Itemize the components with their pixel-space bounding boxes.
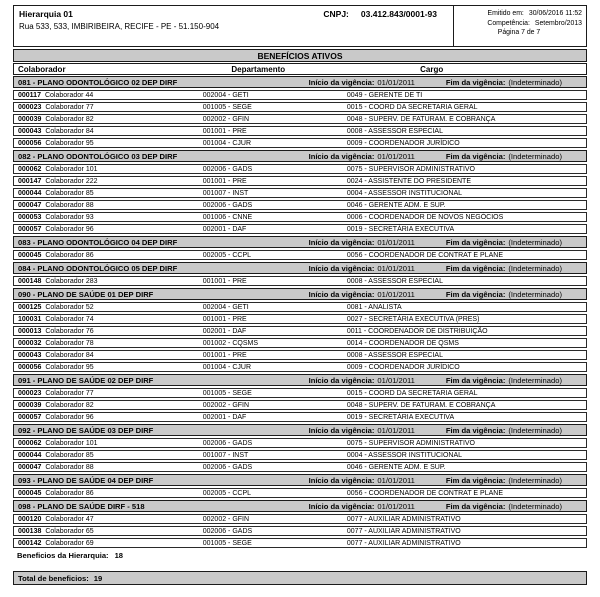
vigencia-end xyxy=(446,151,562,162)
cargo-cell: 0056 - COORDENADOR DE CONTRAT E PLANE xyxy=(346,252,503,259)
cargo-cell: 0008 - ASSESSOR ESPECIAL xyxy=(346,128,443,135)
employee-name: Colaborador 47 xyxy=(45,516,94,523)
cargo-cell: 0081 - ANALISTA xyxy=(346,304,402,311)
vigencia-start-value: 01/01/2011 xyxy=(377,376,415,385)
employee-id: 000047 xyxy=(18,464,42,471)
benefit-group-title: 090 - PLANO DE SAÚDE 01 DEP DIRF xyxy=(18,290,154,299)
cargo-cell: 0015 - COORD DA SECRETARIA GERAL xyxy=(346,104,478,111)
cargo-cell: 0011 - COORDENADOR DE DISTRIBUIÇÃO xyxy=(346,328,488,335)
employee-name: Colaborador 88 xyxy=(45,202,94,209)
benefit-group-rows xyxy=(13,388,587,422)
vigencia-end-label: Fim da vigência: xyxy=(445,78,506,87)
competence-label: Competência: xyxy=(487,19,530,27)
vigencia-end-label: Fim da vigência: xyxy=(445,376,506,385)
vigencia-end-label: Fim da vigência: xyxy=(445,152,506,161)
benefit-group-title: 083 - PLANO ODONTOLÓGICO 04 DEP DIRF xyxy=(18,238,178,247)
employee-id: 000057 xyxy=(18,414,42,421)
cargo-cell: 0004 - ASSESSOR INSTITUCIONAL xyxy=(346,190,463,197)
department-cell: 002006 - GADS xyxy=(202,528,253,535)
vigencia-end-value: (Indeterminado) xyxy=(508,476,562,485)
column-header-colaborador: Colaborador xyxy=(18,65,66,74)
employee-id: 000032 xyxy=(18,340,42,347)
cargo-cell: 0019 - SECRETÁRIA EXECUTIVA xyxy=(346,414,455,421)
benefit-group-rows xyxy=(13,90,587,148)
hierarchy-title: Hierarquia 01 xyxy=(19,9,73,19)
employee-name: Colaborador 95 xyxy=(45,364,94,371)
employee-name: Colaborador 96 xyxy=(45,226,94,233)
employee-cell xyxy=(18,303,94,313)
benefit-group-title: 098 - PLANO DE SAÚDE DIRF - 518 xyxy=(18,502,145,511)
vigencia-start xyxy=(309,289,415,300)
department-cell: 002004 - GETI xyxy=(202,92,249,99)
employee-id: 000044 xyxy=(18,190,42,197)
benefit-row xyxy=(13,164,587,174)
cargo-cell: 0009 - COORDENADOR JURÍDICO xyxy=(346,140,460,147)
vigencia-end xyxy=(446,501,562,512)
cargo-cell: 0048 - SUPERV. DE FATURAM. E COBRANÇA xyxy=(346,116,496,123)
department-cell: 001006 - CNNE xyxy=(202,214,253,221)
benefit-row xyxy=(13,388,587,398)
employee-id: 000056 xyxy=(18,140,42,147)
employee-name: Colaborador 84 xyxy=(45,352,94,359)
employee-name: Colaborador 95 xyxy=(45,140,94,147)
department-cell: 002002 - GFIN xyxy=(202,402,250,409)
employee-id: 000043 xyxy=(18,128,42,135)
employee-name: Colaborador 86 xyxy=(45,490,94,497)
vigencia-start-label: Início da vigência: xyxy=(308,78,375,87)
benefit-group xyxy=(13,150,587,234)
benefit-group-rows xyxy=(13,302,587,372)
benefit-group-rows xyxy=(13,438,587,472)
benefit-group-title: 082 - PLANO ODONTOLÓGICO 03 DEP DIRF xyxy=(18,152,178,161)
employee-cell xyxy=(18,201,94,211)
column-header-departamento: Departamento xyxy=(231,65,286,74)
vigencia-start-label: Início da vigência: xyxy=(308,264,375,273)
cargo-cell: 0014 - COORDENADOR DE QSMS xyxy=(346,340,459,347)
vigencia-start-value: 01/01/2011 xyxy=(377,78,415,87)
vigencia-start xyxy=(309,501,415,512)
employee-id: 000039 xyxy=(18,402,42,409)
column-header-row xyxy=(13,63,587,75)
benefit-group-header xyxy=(13,474,587,486)
benefit-group xyxy=(13,262,587,286)
vigencia-end xyxy=(446,475,562,486)
department-cell: 001001 - PRE xyxy=(202,128,247,135)
benefit-row xyxy=(13,90,587,100)
vigencia-start-label: Início da vigência: xyxy=(308,476,375,485)
benefit-row xyxy=(13,400,587,410)
vigencia-end-value: (Indeterminado) xyxy=(508,264,562,273)
vigencia-end-value: (Indeterminado) xyxy=(508,152,562,161)
benefit-group-header xyxy=(13,424,587,436)
employee-cell xyxy=(18,527,94,537)
benefit-row xyxy=(13,488,587,498)
employee-cell xyxy=(18,165,98,175)
employee-id: 000142 xyxy=(18,540,42,547)
cargo-cell: 0046 - GERENTE ADM. E SUP. xyxy=(346,202,446,209)
department-cell: 001001 - PRE xyxy=(202,178,247,185)
employee-id: 000057 xyxy=(18,226,42,233)
employee-id: 000023 xyxy=(18,104,42,111)
benefit-row xyxy=(13,302,587,312)
cargo-cell: 0024 - ASSISTENTE DO PRESIDENTE xyxy=(346,178,471,185)
employee-name: Colaborador 52 xyxy=(45,304,94,311)
department-cell: 002006 - GADS xyxy=(202,166,253,173)
vigencia-start xyxy=(309,263,415,274)
vigencia-end-label: Fim da vigência: xyxy=(445,290,506,299)
benefit-row xyxy=(13,438,587,448)
department-cell: 001001 - PRE xyxy=(202,278,247,285)
vigencia-start-label: Início da vigência: xyxy=(308,502,375,511)
benefit-row xyxy=(13,412,587,422)
department-cell: 002002 - GFIN xyxy=(202,516,250,523)
cargo-cell: 0075 - SUPERVISOR ADMINISTRATIVO xyxy=(346,440,475,447)
employee-id: 000045 xyxy=(18,490,42,497)
cargo-cell: 0019 - SECRETÁRIA EXECUTIVA xyxy=(346,226,455,233)
hierarchy-benefits-summary xyxy=(13,550,587,561)
employee-name: Colaborador 85 xyxy=(45,452,94,459)
cargo-cell: 0048 - SUPERV. DE FATURAM. E COBRANÇA xyxy=(346,402,496,409)
department-cell: 001005 - SEGE xyxy=(202,540,252,547)
benefit-group-title: 084 - PLANO ODONTOLÓGICO 05 DEP DIRF xyxy=(18,264,178,273)
vigencia-end-value: (Indeterminado) xyxy=(508,426,562,435)
employee-name: Colaborador 84 xyxy=(45,128,94,135)
cnpj xyxy=(323,9,437,19)
vigencia-end xyxy=(446,375,562,386)
page-number: Página 7 de 7 xyxy=(497,29,541,36)
employee-id: 000053 xyxy=(18,214,42,221)
department-cell: 002006 - GADS xyxy=(202,440,253,447)
vigencia-start-value: 01/01/2011 xyxy=(377,426,415,435)
employee-cell xyxy=(18,225,94,235)
report-header-info xyxy=(453,6,586,46)
department-cell: 001005 - SEGE xyxy=(202,104,252,111)
benefit-group-title: 093 - PLANO DE SAÚDE 04 DEP DIRF xyxy=(18,476,154,485)
department-cell: 001004 - CJUR xyxy=(202,364,251,371)
vigencia-end xyxy=(446,77,562,88)
department-cell: 001001 - PRE xyxy=(202,352,247,359)
benefit-group-rows xyxy=(13,250,587,260)
benefit-row xyxy=(13,176,587,186)
benefit-group-header xyxy=(13,500,587,512)
emitted-value: 30/06/2016 11:52 xyxy=(528,10,582,17)
benefit-group xyxy=(13,236,587,260)
employee-name: Colaborador 96 xyxy=(45,414,94,421)
benefit-group xyxy=(13,474,587,498)
employee-cell xyxy=(18,213,94,223)
employee-cell xyxy=(18,515,94,525)
vigencia-end-value: (Indeterminado) xyxy=(508,290,562,299)
vigencia-end-label: Fim da vigência: xyxy=(445,426,506,435)
benefit-group-header xyxy=(13,76,587,88)
cnpj-label: CNPJ: xyxy=(323,9,349,19)
vigencia-end xyxy=(446,263,562,274)
cargo-cell: 0077 - AUXILIAR ADMINISTRATIVO xyxy=(346,540,461,547)
department-cell: 001005 - SEGE xyxy=(202,390,252,397)
benefit-group-title: 091 - PLANO DE SAÚDE 02 DEP DIRF xyxy=(18,376,154,385)
employee-cell xyxy=(18,277,98,287)
vigencia-end-label: Fim da vigência: xyxy=(445,476,506,485)
department-cell: 002005 - CCPL xyxy=(202,252,252,259)
benefit-group xyxy=(13,288,587,372)
employee-name: Colaborador 82 xyxy=(45,116,94,123)
employee-cell xyxy=(18,539,94,549)
benefit-group xyxy=(13,424,587,472)
department-cell: 002005 - CCPL xyxy=(202,490,252,497)
total-benefits-band xyxy=(13,571,587,585)
employee-cell xyxy=(18,339,94,349)
benefit-row xyxy=(13,212,587,222)
cargo-cell: 0015 - COORD DA SECRETARIA GERAL xyxy=(346,390,478,397)
benefit-group xyxy=(13,500,587,548)
employee-id: 000148 xyxy=(18,278,42,285)
cargo-cell: 0008 - ASSESSOR ESPECIAL xyxy=(346,278,443,285)
employee-name: Colaborador 86 xyxy=(45,252,94,259)
employee-id: 000117 xyxy=(18,92,41,99)
employee-cell xyxy=(18,315,94,325)
benefit-group xyxy=(13,374,587,422)
report-header xyxy=(13,5,587,47)
benefit-group-title: 081 - PLANO ODONTOLÓGICO 02 DEP DIRF xyxy=(18,78,178,87)
benefit-row xyxy=(13,188,587,198)
employee-id: 000120 xyxy=(18,516,42,523)
department-cell: 002002 - GFIN xyxy=(202,116,250,123)
employee-name: Colaborador 222 xyxy=(45,178,98,185)
employee-cell xyxy=(18,401,94,411)
benefit-group-rows xyxy=(13,488,587,498)
cargo-cell: 0049 - GERENTE DE TI xyxy=(346,92,423,99)
vigencia-start xyxy=(309,77,415,88)
employee-name: Colaborador 44 xyxy=(44,92,94,99)
employee-cell xyxy=(18,489,94,499)
vigencia-start-value: 01/01/2011 xyxy=(377,264,415,273)
benefit-group-rows xyxy=(13,164,587,234)
benefit-row xyxy=(13,126,587,136)
benefit-row xyxy=(13,514,587,524)
benefit-group-rows xyxy=(13,514,587,548)
vigencia-start-label: Início da vigência: xyxy=(308,290,375,299)
vigencia-start-label: Início da vigência: xyxy=(308,376,375,385)
cargo-cell: 0077 - AUXILIAR ADMINISTRATIVO xyxy=(346,516,461,523)
vigencia-start-value: 01/01/2011 xyxy=(377,476,415,485)
benefit-row xyxy=(13,102,587,112)
cargo-cell: 0046 - GERENTE ADM. E SUP. xyxy=(346,464,446,471)
department-cell: 001007 - INST xyxy=(202,190,249,197)
employee-id: 000062 xyxy=(18,440,42,447)
cargo-cell: 0077 - AUXILIAR ADMINISTRATIVO xyxy=(346,528,461,535)
hierarchy-benefits-label: Beneficios da Hierarquia: xyxy=(17,551,109,560)
total-benefits-label: Total de beneficios: xyxy=(18,574,89,583)
vigencia-start-value: 01/01/2011 xyxy=(377,238,415,247)
benefit-row xyxy=(13,338,587,348)
employee-cell xyxy=(18,189,94,199)
cargo-cell: 0027 - SECRETÁRIA EXECUTIVA (PRES) xyxy=(346,316,480,323)
employee-name: Colaborador 69 xyxy=(45,540,94,547)
employee-name: Colaborador 77 xyxy=(45,104,94,111)
benefit-row xyxy=(13,224,587,234)
employee-cell xyxy=(18,363,94,373)
cargo-cell: 0006 - COORDENADOR DE NOVOS NEGÓCIOS xyxy=(346,214,504,221)
cargo-cell: 0056 - COORDENADOR DE CONTRAT E PLANE xyxy=(346,490,503,497)
employee-cell xyxy=(18,91,93,101)
benefit-row xyxy=(13,250,587,260)
employee-name: Colaborador 88 xyxy=(45,464,94,471)
employee-id: 000125 xyxy=(18,304,42,311)
cargo-cell: 0075 - SUPERVISOR ADMINISTRATIVO xyxy=(346,166,475,173)
vigencia-end-value: (Indeterminado) xyxy=(508,376,562,385)
employee-id: 000043 xyxy=(18,352,42,359)
vigencia-end xyxy=(446,289,562,300)
employee-cell xyxy=(18,439,98,449)
competence-value: Setembro/2013 xyxy=(534,19,582,27)
employee-id: 000023 xyxy=(18,390,42,397)
employee-cell xyxy=(18,251,94,261)
benefit-group-header xyxy=(13,236,587,248)
cnpj-value: 03.412.843/0001-93 xyxy=(360,9,437,19)
employee-cell xyxy=(18,389,94,399)
department-cell: 001007 - INST xyxy=(202,452,249,459)
vigencia-start-label: Início da vigência: xyxy=(308,426,375,435)
benefit-row xyxy=(13,326,587,336)
benefit-group-header xyxy=(13,288,587,300)
column-header-cargo: Cargo xyxy=(420,65,444,74)
benefit-group xyxy=(13,76,587,148)
vigencia-end-label: Fim da vigência: xyxy=(445,264,506,273)
vigencia-end xyxy=(446,237,562,248)
department-cell: 002001 - DAF xyxy=(202,226,247,233)
employee-name: Colaborador 78 xyxy=(45,340,94,347)
section-title: BENEFÍCIOS ATIVOS xyxy=(13,49,587,62)
vigencia-start-label: Início da vigência: xyxy=(308,238,375,247)
department-cell: 001004 - CJUR xyxy=(202,140,251,147)
company-address: Rua 533, 533, IMBIRIBEIRA, RECIFE - PE - 51.150-904 xyxy=(19,22,220,31)
benefit-group-header xyxy=(13,374,587,386)
employee-cell xyxy=(18,463,94,473)
vigencia-end-label: Fim da vigência: xyxy=(445,502,506,511)
vigencia-end-label: Fim da vigência: xyxy=(445,238,506,247)
benefit-row xyxy=(13,526,587,536)
employee-id: 000039 xyxy=(18,116,42,123)
benefit-row xyxy=(13,362,587,372)
employee-cell xyxy=(18,451,94,461)
benefit-group-header xyxy=(13,262,587,274)
employee-name: Colaborador 76 xyxy=(45,328,94,335)
employee-name: Colaborador 74 xyxy=(45,316,94,323)
employee-name: Colaborador 77 xyxy=(45,390,94,397)
employee-id: 000044 xyxy=(18,452,42,459)
department-cell: 002006 - GADS xyxy=(202,202,253,209)
hierarchy-benefits-value: 18 xyxy=(114,551,124,560)
benefit-row xyxy=(13,314,587,324)
cargo-cell: 0008 - ASSESSOR ESPECIAL xyxy=(346,352,443,359)
employee-cell xyxy=(18,127,94,137)
vigencia-start-value: 01/01/2011 xyxy=(377,502,415,511)
benefit-row xyxy=(13,450,587,460)
vigencia-start-value: 01/01/2011 xyxy=(377,290,415,299)
vigencia-start xyxy=(309,425,415,436)
employee-id: 000047 xyxy=(18,202,42,209)
employee-cell xyxy=(18,351,94,361)
benefit-row xyxy=(13,138,587,148)
employee-name: Colaborador 93 xyxy=(45,214,94,221)
vigencia-start xyxy=(309,475,415,486)
vigencia-start-value: 01/01/2011 xyxy=(377,152,415,161)
employee-id: 100031 xyxy=(18,316,42,323)
vigencia-start xyxy=(309,237,415,248)
vigencia-end-value: (Indeterminado) xyxy=(508,78,562,87)
employee-id: 000147 xyxy=(18,178,42,185)
employee-id: 000138 xyxy=(18,528,42,535)
employee-id: 000045 xyxy=(18,252,42,259)
benefit-groups xyxy=(13,76,587,548)
employee-name: Colaborador 283 xyxy=(45,278,98,285)
department-cell: 002004 - GETI xyxy=(202,304,249,311)
report-header-left xyxy=(14,6,453,46)
employee-cell xyxy=(18,177,98,187)
employee-cell xyxy=(18,139,94,149)
cargo-cell: 0009 - COORDENADOR JURÍDICO xyxy=(346,364,460,371)
employee-name: Colaborador 82 xyxy=(45,402,94,409)
department-cell: 002006 - GADS xyxy=(202,464,253,471)
employee-name: Colaborador 101 xyxy=(45,440,98,447)
department-cell: 002001 - DAF xyxy=(202,414,247,421)
employee-name: Colaborador 101 xyxy=(45,166,98,173)
vigencia-start-label: Início da vigência: xyxy=(308,152,375,161)
department-cell: 002001 - DAF xyxy=(202,328,247,335)
benefit-row xyxy=(13,462,587,472)
employee-cell xyxy=(18,103,94,113)
total-benefits-value: 19 xyxy=(93,574,103,583)
benefit-row xyxy=(13,114,587,124)
vigencia-end xyxy=(446,425,562,436)
employee-cell xyxy=(18,327,94,337)
cargo-cell: 0004 - ASSESSOR INSTITUCIONAL xyxy=(346,452,463,459)
vigencia-end-value: (Indeterminado) xyxy=(508,502,562,511)
employee-name: Colaborador 65 xyxy=(45,528,94,535)
benefit-group-header xyxy=(13,150,587,162)
benefit-row xyxy=(13,538,587,548)
emitted-label: Emitido em: xyxy=(487,10,524,17)
vigencia-start xyxy=(309,375,415,386)
benefit-row xyxy=(13,200,587,210)
department-cell: 001002 - CQSMS xyxy=(202,340,258,347)
benefit-row xyxy=(13,350,587,360)
employee-cell xyxy=(18,413,94,423)
department-cell: 001001 - PRE xyxy=(202,316,247,323)
benefit-group-rows xyxy=(13,276,587,286)
benefit-row xyxy=(13,276,587,286)
employee-id: 000062 xyxy=(18,166,42,173)
vigencia-start xyxy=(309,151,415,162)
employee-id: 000056 xyxy=(18,364,42,371)
employee-name: Colaborador 85 xyxy=(45,190,94,197)
employee-cell xyxy=(18,115,94,125)
vigencia-end-value: (Indeterminado) xyxy=(508,238,562,247)
employee-id: 000013 xyxy=(18,328,42,335)
benefit-group-title: 092 - PLANO DE SAÚDE 03 DEP DIRF xyxy=(18,426,154,435)
